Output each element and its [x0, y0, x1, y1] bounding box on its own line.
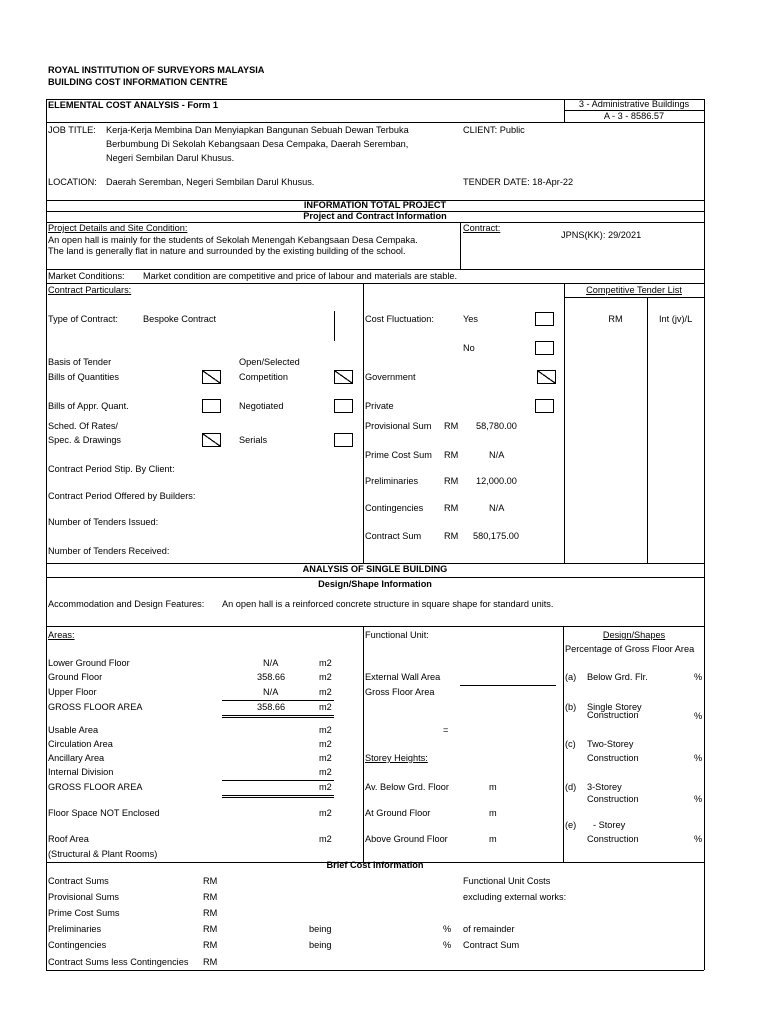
brief-provisional-sums-rm: RM	[203, 892, 218, 902]
roof-area-unit: m2	[319, 834, 332, 844]
job-title-line1: Kerja-Kerja Membina Dan Menyiapkan Bangunan Sebuah Dewan Terbuka	[106, 125, 409, 135]
basis-of-tender-label: Basis of Tender	[48, 357, 112, 367]
cost-fluctuation-no: No	[463, 343, 475, 353]
rule-design-right	[563, 626, 564, 862]
roof-area-sub: (Structural & Plant Rooms)	[48, 849, 158, 859]
av-below-unit: m	[489, 782, 497, 792]
provisional-sum-value: 58,780.00	[476, 421, 517, 431]
shape-b-label1: Single Storey	[587, 702, 642, 712]
type-of-contract-label: Type of Contract:	[48, 314, 118, 324]
contract-particulars-label: Contract Particulars:	[48, 285, 132, 295]
uf-unit: m2	[319, 687, 332, 697]
rule-uf-under	[222, 700, 334, 701]
ancillary-area-label: Ancillary Area	[48, 753, 105, 763]
checkbox-fluctuation-yes[interactable]	[535, 312, 554, 326]
checkbox-spec-drawings[interactable]	[202, 433, 221, 447]
shape-c-mark: (c)	[565, 739, 576, 749]
brief-preliminaries-being: being	[309, 924, 332, 934]
prime-cost-sum-rm: RM	[444, 450, 459, 460]
checkbox-government[interactable]	[537, 370, 556, 384]
brief-preliminaries-rm: RM	[203, 924, 218, 934]
tender-int-col: Int (jv)/L	[659, 314, 693, 324]
shape-a-label: Below Grd. Flr.	[587, 672, 648, 682]
gfa-label: GROSS FLOOR AREA	[48, 702, 143, 712]
internal-division-unit: m2	[319, 767, 332, 777]
design-shape-title: Design/Shape Information	[318, 579, 432, 589]
rule-gfa-under1	[222, 715, 334, 716]
brief-less-contingencies-rm: RM	[203, 957, 218, 967]
brief-contract-sums: Contract Sums	[48, 876, 109, 886]
open-selected-label: Open/Selected	[239, 357, 300, 367]
floor-space-unit: m2	[319, 808, 332, 818]
rule-tender-divider	[564, 283, 565, 563]
gfa-unit: m2	[319, 702, 332, 712]
checkbox-negotiated[interactable]	[334, 399, 353, 413]
ext-wall-label: External Wall Area	[365, 672, 441, 682]
shape-e-pct: %	[694, 834, 703, 844]
checkbox-serials[interactable]	[334, 433, 353, 447]
shape-d-label1: 3-Storey	[587, 782, 622, 792]
section-info-total: INFORMATION TOTAL PROJECT	[303, 200, 447, 210]
contract-sum-rm: RM	[444, 531, 459, 541]
areas-label: Areas:	[48, 630, 75, 640]
floor-space-label: Floor Space NOT Enclosed	[48, 808, 160, 818]
usable-area-label: Usable Area	[48, 725, 99, 735]
period-builders-label: Contract Period Offered by Builders:	[48, 491, 196, 501]
at-ground-label: At Ground Floor	[365, 808, 431, 818]
provisional-sum-rm: RM	[444, 421, 459, 431]
market-value: Market condition are competitive and price of labour and materials are stable.	[143, 271, 458, 281]
rule-gfa-under2	[222, 717, 334, 718]
rule-contract-divider	[460, 222, 461, 269]
shape-c-label1: Two-Storey	[587, 739, 634, 749]
period-client-label: Contract Period Stip. By Client:	[48, 464, 175, 474]
storey-heights-label: Storey Heights:	[365, 753, 428, 763]
rule-left	[46, 99, 47, 970]
above-ground-label: Above Ground Floor	[365, 834, 448, 844]
gf-label: Ground Floor	[48, 672, 103, 682]
preliminaries-rm: RM	[444, 476, 459, 486]
spec-drawings-label: Spec. & Drawings	[48, 435, 122, 445]
tenders-issued-label: Number of Tenders Issued:	[48, 517, 159, 527]
location: Daerah Seremban, Negeri Sembilan Darul Khusus.	[106, 177, 315, 187]
job-title-line2: Berbumbung Di Sekolah Kebangsaan Desa Cempaka, Daerah Seremban,	[106, 139, 409, 149]
competitive-tender-label: Competitive Tender List	[586, 285, 682, 295]
contract-sum-value: 580,175.00	[473, 531, 519, 541]
brief-less-contingencies: Contract Sums less Contingencies	[48, 957, 189, 967]
brief-provisional-sums: Provisional Sums	[48, 892, 119, 902]
project-line1: An open hall is mainly for the students of Sekolah Menengah Kebangsaan Desa Cempaka.	[48, 235, 418, 245]
rule-market-bottom	[46, 283, 704, 284]
gross-floor-area-label: Gross Floor Area	[365, 687, 435, 697]
checkbox-private[interactable]	[535, 399, 554, 413]
shape-a-pct: %	[694, 672, 703, 682]
lgf-value: N/A	[263, 658, 279, 668]
category-code: A - 3 - 8586.57	[603, 111, 665, 121]
competition-label: Competition	[239, 372, 289, 382]
preliminaries-value: 12,000.00	[476, 476, 517, 486]
rule-bottom	[46, 970, 704, 971]
internal-division-label: Internal Division	[48, 767, 114, 777]
brief-prime-cost-sums-rm: RM	[203, 908, 218, 918]
contingencies-value: N/A	[489, 503, 505, 513]
rule-market-top	[46, 269, 704, 270]
brief-preliminaries: Preliminaries	[48, 924, 102, 934]
brief-contingencies-being: being	[309, 940, 332, 950]
location-label: LOCATION:	[48, 177, 97, 187]
cost-fluctuation-yes: Yes	[463, 314, 478, 324]
pct-gfa-label: Percentage of Gross Floor Area	[565, 644, 695, 654]
rule-ext-wall-under	[460, 685, 556, 686]
circulation-area-unit: m2	[319, 739, 332, 749]
private-label: Private	[365, 401, 394, 411]
brief-prime-cost-sums: Prime Cost Sums	[48, 908, 120, 918]
contract-label: Contract:	[463, 223, 501, 233]
contingencies-label: Contingencies	[365, 503, 424, 513]
rule-tender-col	[647, 297, 648, 563]
equals-sign: =	[443, 725, 449, 735]
shape-e-mark: (e)	[565, 820, 577, 830]
circulation-area-label: Circulation Area	[48, 739, 113, 749]
brief-preliminaries-pct: %	[443, 924, 452, 934]
rule-type-mark	[334, 311, 335, 341]
shape-e-label1: - Storey	[593, 820, 626, 830]
usable-area-unit: m2	[319, 725, 332, 735]
lgf-label: Lower Ground Floor	[48, 658, 130, 668]
tender-date: TENDER DATE: 18-Apr-22	[463, 177, 574, 187]
provisional-sum-label: Provisional Sum	[365, 421, 432, 431]
prime-cost-sum-label: Prime Cost Sum	[365, 450, 432, 460]
brief-contingencies-pct: %	[443, 940, 452, 950]
gfa2-unit: m2	[319, 782, 332, 792]
bills-of-quantities-label: Bills of Quantities	[48, 372, 119, 382]
shape-d-label2: Construction	[587, 794, 639, 804]
brief-contract-sum: Contract Sum	[463, 940, 520, 950]
brief-functional-unit-costs: Functional Unit Costs	[463, 876, 551, 886]
gfa2-label: GROSS FLOOR AREA	[48, 782, 143, 792]
uf-value: N/A	[263, 687, 279, 697]
av-below-label: Av. Below Grd. Floor	[365, 782, 449, 792]
brief-excluding: excluding external works:	[463, 892, 567, 902]
accommodation-label: Accommodation and Design Features:	[48, 599, 205, 609]
project-details-label: Project Details and Site Condition:	[48, 223, 188, 233]
shape-c-pct: %	[694, 753, 703, 763]
brief-contract-sums-rm: RM	[203, 876, 218, 886]
form-title: ELEMENTAL COST ANALYSIS - Form 1	[48, 100, 218, 110]
rule-design-top	[46, 577, 704, 578]
shape-b-mark: (b)	[565, 702, 577, 712]
design-shapes-label: Design/Shapes	[602, 630, 666, 640]
checkbox-competition[interactable]	[334, 370, 353, 384]
tender-rm-col: RM	[608, 314, 623, 324]
project-line2: The land is generally flat in nature and surrounded by the existing building of the school.	[48, 246, 406, 256]
brief-of-remainder: of remainder	[463, 924, 515, 934]
prime-cost-sum-value: N/A	[489, 450, 505, 460]
shape-a-mark: (a)	[565, 672, 577, 682]
shape-c-label2: Construction	[587, 753, 639, 763]
checkbox-bills-of-quantities[interactable]	[202, 370, 221, 384]
contingencies-rm: RM	[444, 503, 459, 513]
shape-b-label2: Construction	[587, 710, 639, 720]
client: CLIENT: Public	[463, 125, 525, 135]
market-label: Market Conditions:	[48, 271, 125, 281]
at-ground-unit: m	[489, 808, 497, 818]
lgf-unit: m2	[319, 658, 332, 668]
org-name: ROYAL INSTITUTION OF SURVEYORS MALAYSIA	[48, 65, 265, 75]
serials-label: Serials	[239, 435, 268, 445]
contract-number: JPNS(KK): 29/2021	[561, 230, 642, 240]
accommodation-value: An open hall is a reinforced concrete structure in square shape for standard units.	[222, 599, 554, 609]
bills-appr-quant-label: Bills of Appr. Quant.	[48, 401, 129, 411]
roof-area-label: Roof Area	[48, 834, 89, 844]
rule-form-bottom	[46, 122, 704, 123]
category: 3 - Administrative Buildings	[578, 99, 690, 109]
uf-label: Upper Floor	[48, 687, 97, 697]
brief-contingencies-rm: RM	[203, 940, 218, 950]
shape-b-pct: %	[694, 711, 703, 721]
cost-fluctuation-label: Cost Fluctuation:	[365, 314, 434, 324]
ancillary-area-unit: m2	[319, 753, 332, 763]
brief-cost-title: Brief Cost Information	[326, 860, 424, 870]
shape-e-label2: Construction	[587, 834, 639, 844]
org-centre: BUILDING COST INFORMATION CENTRE	[48, 77, 228, 87]
preliminaries-label: Preliminaries	[365, 476, 419, 486]
negotiated-label: Negotiated	[239, 401, 284, 411]
contract-sum-label: Contract Sum	[365, 531, 422, 541]
gf-value: 358.66	[257, 672, 286, 682]
analysis-title: ANALYSIS OF SINGLE BUILDING	[302, 564, 448, 574]
functional-unit-label: Functional Unit:	[365, 630, 429, 640]
sched-of-rates-label: Sched. Of Rates/	[48, 421, 118, 431]
checkbox-bills-appr-quant[interactable]	[202, 399, 221, 413]
rule-mid-divider	[363, 283, 364, 563]
rule-design-mid	[363, 626, 364, 862]
brief-contingencies: Contingencies	[48, 940, 107, 950]
shape-d-mark: (d)	[565, 782, 577, 792]
rule-gfa2-under2	[222, 797, 334, 798]
job-title-label: JOB TITLE:	[48, 125, 96, 135]
gf-unit: m2	[319, 672, 332, 682]
rule-accom-bottom	[46, 626, 704, 627]
above-ground-unit: m	[489, 834, 497, 844]
section-project-contract: Project and Contract Information	[303, 211, 447, 221]
checkbox-fluctuation-no[interactable]	[535, 341, 554, 355]
tenders-received-label: Number of Tenders Received:	[48, 546, 170, 556]
type-of-contract-value: Bespoke Contract	[143, 314, 217, 324]
job-title-line3: Negeri Sembilan Darul Khusus.	[106, 153, 235, 163]
rule-gfa2-under1	[222, 795, 334, 796]
rule-internal-under	[222, 780, 334, 781]
rule-right	[704, 99, 705, 970]
shape-d-pct: %	[694, 794, 703, 804]
government-label: Government	[365, 372, 416, 382]
rule-competitive-bottom	[564, 297, 704, 298]
gfa-value: 358.66	[257, 702, 286, 712]
